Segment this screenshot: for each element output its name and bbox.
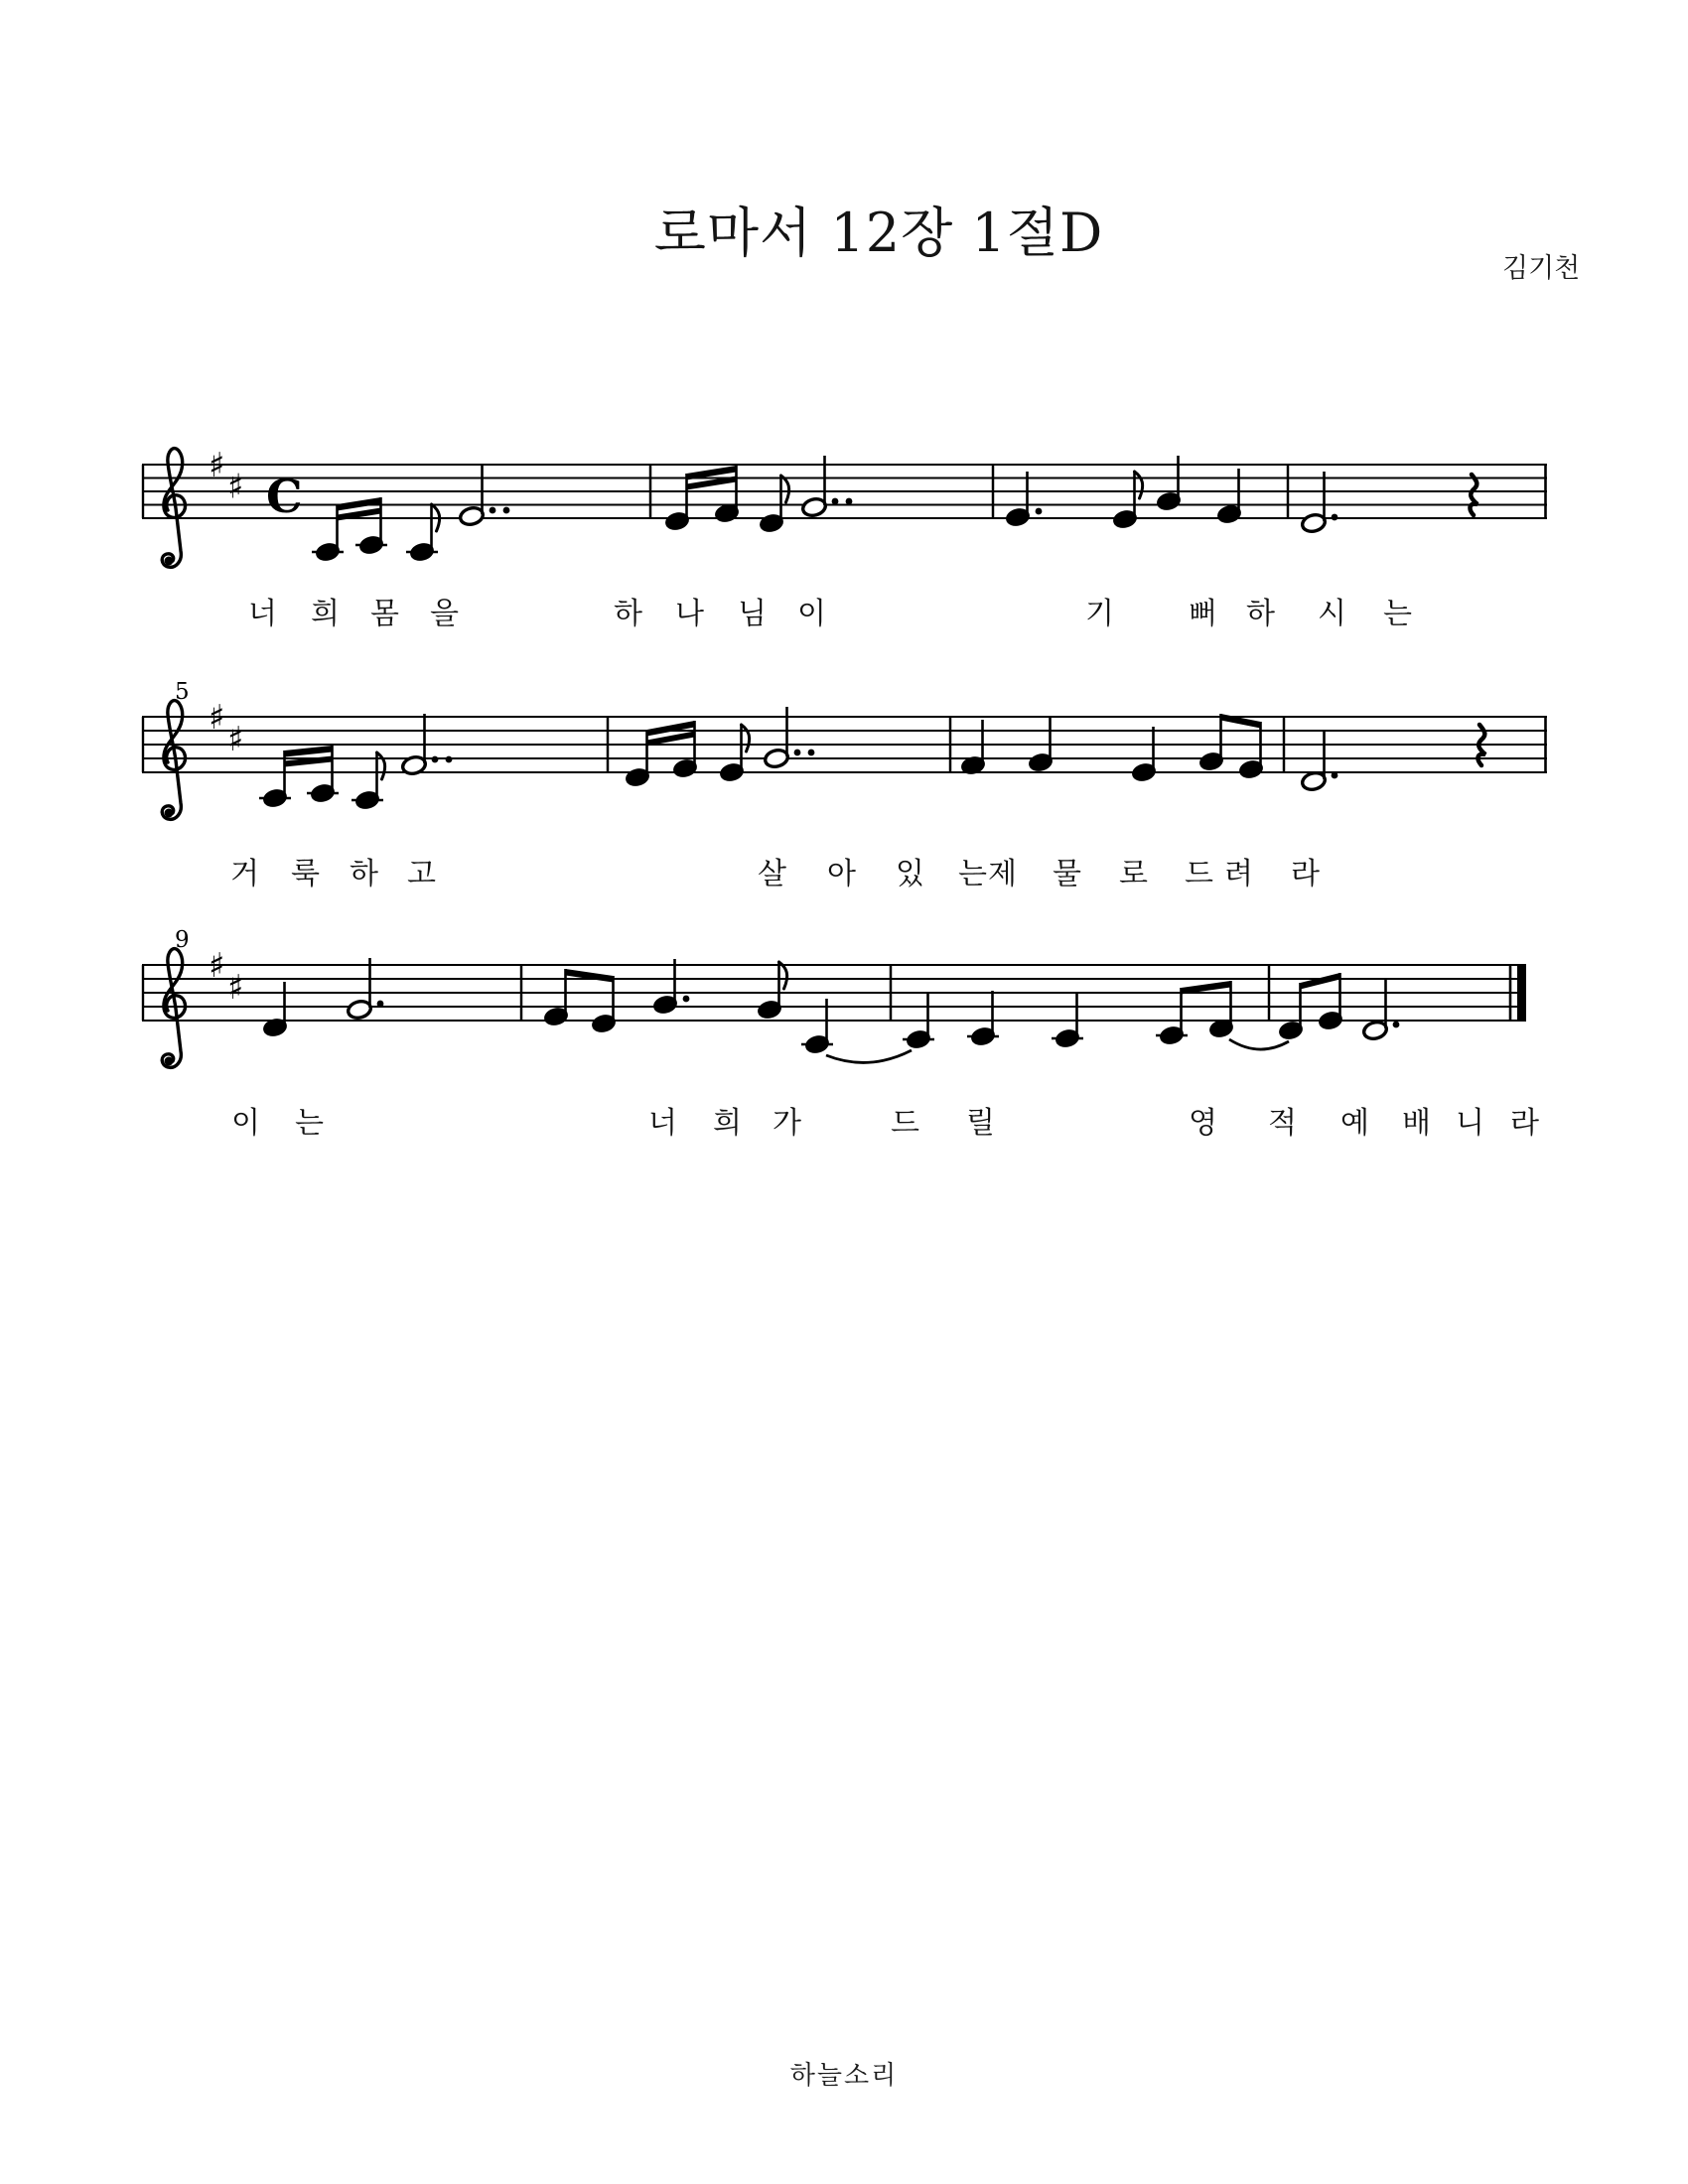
lyric-syllable: 희 (713, 1106, 742, 1141)
lyric-syllable: 려 (1224, 857, 1253, 891)
svg-text:♯: ♯ (227, 467, 244, 507)
lyric-syllable: 아 (827, 857, 856, 891)
lyric-syllable: 는 (958, 857, 987, 891)
lyric-syllable: 너 (648, 1106, 677, 1141)
lyric-syllable: 배 (1402, 1106, 1431, 1141)
lyric-syllable: 릴 (966, 1106, 995, 1141)
lyric-syllable: 예 (1340, 1106, 1369, 1141)
svg-text:♯: ♯ (209, 698, 225, 738)
svg-text:♯: ♯ (209, 446, 225, 485)
svg-text:♯: ♯ (227, 720, 244, 759)
lyric-syllable: 시 (1318, 597, 1346, 631)
publisher-footer: 하늘소리 (789, 2061, 899, 2091)
lyrics-line-1 (0, 589, 1688, 631)
lyric-syllable: 라 (1291, 857, 1320, 891)
lyric-syllable: 님 (738, 597, 767, 631)
staff (142, 927, 1526, 1067)
lyric-syllable: 는 (1383, 597, 1412, 631)
lyric-syllable: 하 (614, 597, 642, 631)
lyric-syllable: 희 (311, 597, 340, 631)
staff (142, 446, 1547, 567)
lyric-syllable: 드 (1185, 857, 1213, 891)
lyric-syllable: 을 (430, 597, 459, 631)
svg-text:C: C (266, 470, 303, 523)
composer-name: 김기천 (1502, 253, 1581, 284)
lyric-syllable: 로 (1119, 857, 1148, 891)
lyric-syllable: 이 (231, 1106, 260, 1141)
lyric-syllable: 거 (230, 857, 259, 891)
svg-text:♯: ♯ (227, 968, 244, 1008)
lyric-syllable: 룩 (291, 857, 320, 891)
staff (142, 679, 1547, 819)
lyric-syllable: 뻐 (1189, 597, 1217, 631)
lyric-syllable: 있 (896, 857, 924, 891)
lyric-syllable: 기 (1085, 597, 1114, 631)
lyric-syllable: 드 (891, 1106, 919, 1141)
lyric-syllable: 적 (1268, 1106, 1297, 1141)
lyric-syllable: 하 (350, 857, 378, 891)
lyric-syllable: 하 (1246, 597, 1275, 631)
lyric-syllable: 가 (773, 1106, 801, 1141)
lyrics-line-3 (0, 1098, 1688, 1141)
lyric-syllable: 몸 (370, 597, 399, 631)
lyric-syllable: 라 (1510, 1106, 1539, 1141)
page-title: 로마서 12장 1절D (653, 202, 1104, 264)
lyric-syllable: 고 (407, 857, 436, 891)
lyric-syllable: 는 (295, 1106, 324, 1141)
lyric-syllable: 물 (1053, 857, 1081, 891)
lyrics-line-2 (0, 849, 1688, 891)
svg-text:5: 5 (175, 679, 190, 705)
svg-text:♯: ♯ (209, 946, 225, 986)
lyric-syllable: 제 (988, 857, 1017, 891)
lyric-syllable: 너 (248, 597, 277, 631)
lyric-syllable: 살 (758, 857, 786, 891)
lyric-syllable: 이 (797, 597, 826, 631)
svg-text:9: 9 (175, 927, 190, 953)
lyric-syllable: 나 (675, 597, 704, 631)
lyric-syllable: 니 (1456, 1106, 1484, 1141)
lyric-syllable: 영 (1189, 1106, 1217, 1141)
